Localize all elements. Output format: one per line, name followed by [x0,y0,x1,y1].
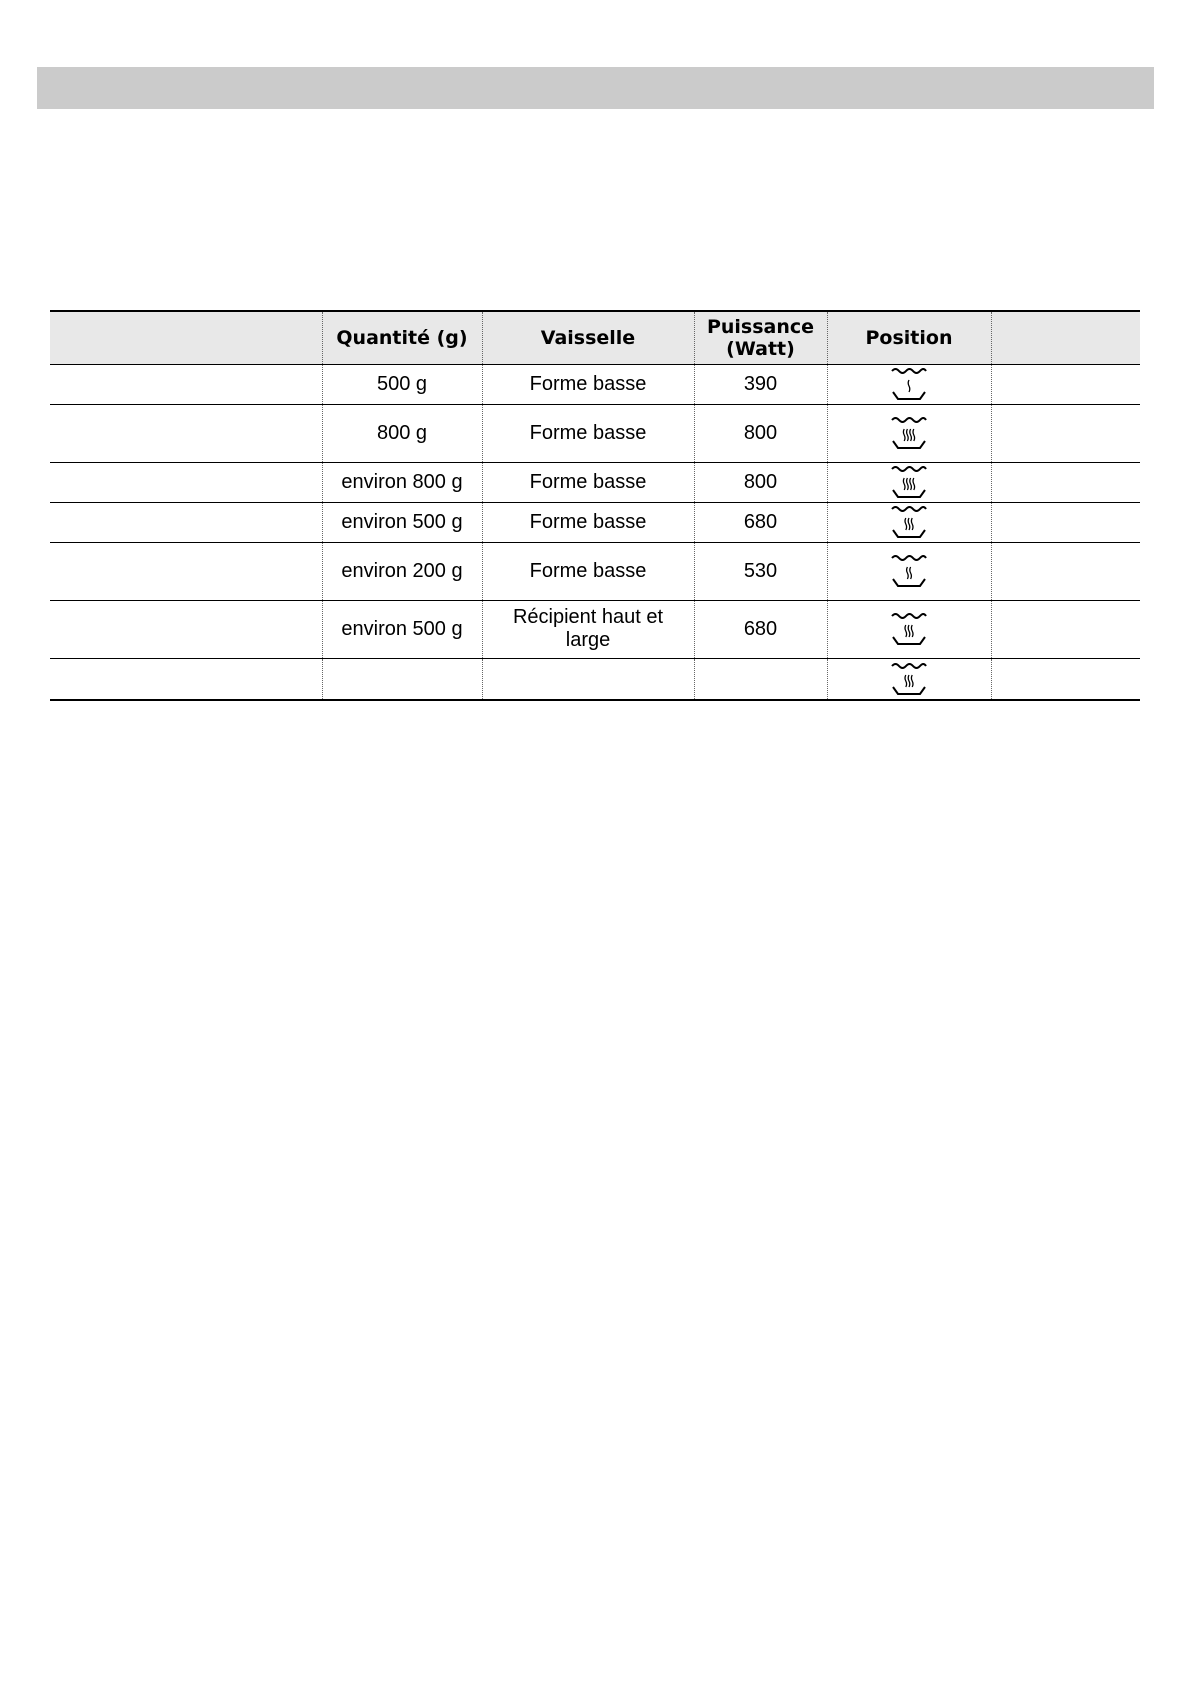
header-power: Puissance (Watt) [694,311,827,364]
header-quantity: Quantité (g) [322,311,482,364]
cell-quantity: environ 500 g [322,600,482,658]
cell-dish-name [50,600,322,658]
cell-dishware: Forme basse [482,542,694,600]
cell-notes [991,462,1140,502]
header-position: Position [827,311,991,364]
cell-dish-name [50,542,322,600]
table-row [50,502,1140,542]
cell-dishware [482,658,694,700]
cell-notes [991,364,1140,404]
header-dish-name [50,311,322,364]
cooking-table-container [50,310,1140,701]
cell-power: 680 [694,600,827,658]
cell-notes [991,502,1140,542]
cell-power: 390 [694,364,827,404]
table-row [50,542,1140,600]
cell-dishware: Forme basse [482,462,694,502]
cell-dish-name [50,502,322,542]
cell-position [827,502,991,542]
cell-notes [991,542,1140,600]
cell-quantity: environ 500 g [322,502,482,542]
header-notes [991,311,1140,364]
cell-position [827,600,991,658]
cell-notes [991,600,1140,658]
table-header-row [50,311,1140,364]
cell-quantity [322,658,482,700]
cell-quantity: environ 800 g [322,462,482,502]
table-row [50,600,1140,658]
header-bar [37,67,1154,109]
cell-dish-name [50,658,322,700]
cell-dishware: Forme basse [482,502,694,542]
steam-bowl-icon [889,366,929,402]
cell-dish-name [50,462,322,502]
cell-power: 800 [694,404,827,462]
cell-dish-name [50,404,322,462]
table-row [50,364,1140,404]
cell-dish-name [50,364,322,404]
table-row [50,404,1140,462]
cell-dishware: Forme basse [482,404,694,462]
cooking-table [50,310,1140,701]
steam-bowl-icon [889,464,929,500]
steam-bowl-icon [889,504,929,540]
cell-quantity: 800 g [322,404,482,462]
steam-bowl-icon [889,661,929,697]
steam-bowl-icon [889,611,929,647]
cell-power: 680 [694,502,827,542]
cell-notes [991,404,1140,462]
steam-bowl-icon [889,553,929,589]
cell-power: 530 [694,542,827,600]
cell-position [827,658,991,700]
cell-dishware: Forme basse [482,364,694,404]
header-dishware: Vaisselle [482,311,694,364]
cell-position [827,364,991,404]
cell-quantity: 500 g [322,364,482,404]
table-row [50,658,1140,700]
cell-position [827,462,991,502]
cell-position [827,404,991,462]
cell-notes [991,658,1140,700]
table-row [50,462,1140,502]
cell-power: 800 [694,462,827,502]
steam-bowl-icon [889,415,929,451]
cell-quantity: environ 200 g [322,542,482,600]
cell-power [694,658,827,700]
cell-dishware: Récipient haut et large [482,600,694,658]
cell-position [827,542,991,600]
